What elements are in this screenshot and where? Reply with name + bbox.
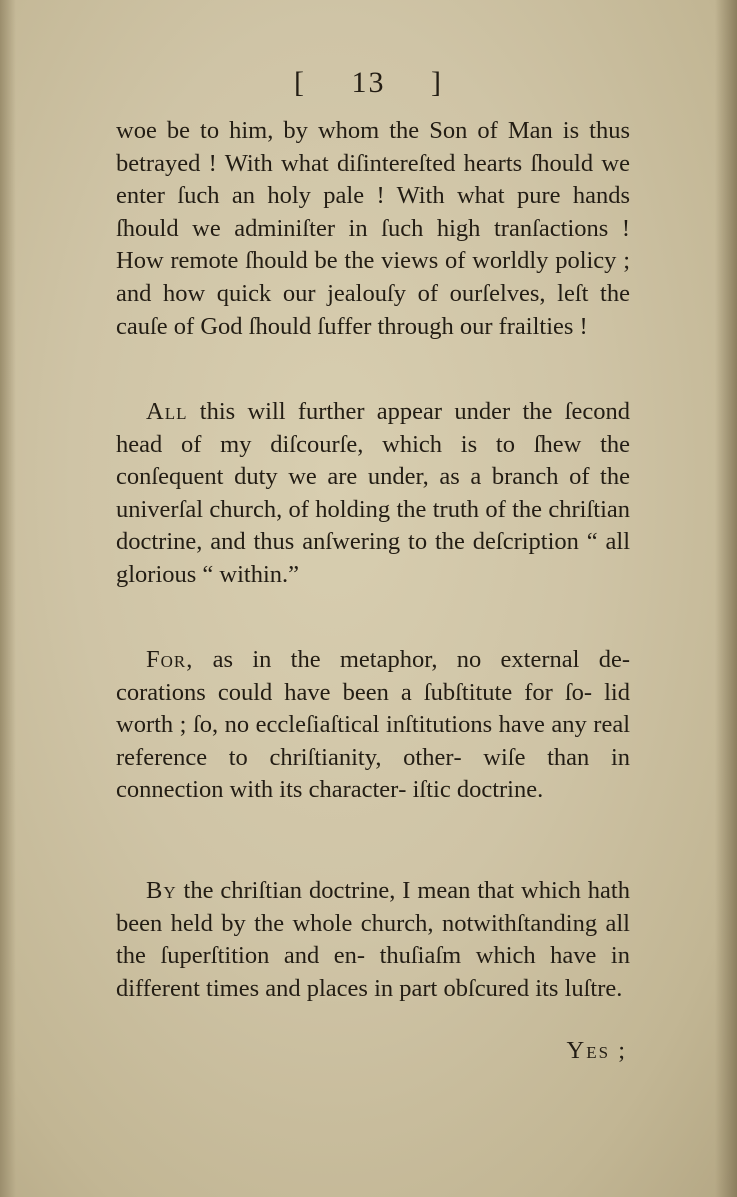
page-header [0, 66, 737, 100]
paragraph-4 [116, 875, 630, 1005]
catchword: Yes ; [566, 1037, 627, 1064]
paragraph-1 [116, 115, 630, 343]
paragraph-2-text: this will further appear under the ſecond head of my diſcourſe, which is to ſhew the conſequent duty we are under, as a branch of the univerſal church, of holding the truth of the chriſtian doctrine, and thus anſwering to the deſcription “ all glorious “ within.” [116, 398, 630, 588]
page-number: 13 [351, 66, 386, 99]
header-open-bracket: [ [294, 66, 306, 99]
paragraph-2 [116, 396, 630, 592]
header-close-bracket: ] [431, 66, 443, 99]
paragraph-2-lead: All [146, 398, 188, 425]
paragraph-1-text: woe be to him, by whom the Son of Man is thus betrayed ! With what diſintereſted hearts ſhould we enter ſuch an holy pale ! With what pure hands ſhould we adminiſter in ſuch high tranſactions ! How remote ſhould be the views of worldly policy ; and how quick our jealouſy of ourſelves, leſt the cauſe of God ſhould ſuffer through our frailties ! [116, 117, 630, 340]
paragraph-3-lead: For, [146, 646, 194, 673]
paragraph-3 [116, 644, 630, 807]
page-left-edge-shadow [0, 0, 16, 1197]
paragraph-4-lead: By [146, 877, 177, 904]
paragraph-4-text: the chriſtian doctrine, I mean that which hath been held by the whole church, notwithſtanding all the ſuperſtition and en‐ thuſiaſm which have in different times and places in part obſcured its luſtre. [116, 877, 630, 1002]
page-right-edge-shadow [715, 0, 737, 1197]
paragraph-3-text: as in the metaphor, no external de‐ corations could have been a ſubſtitute for ſo‐ lid worth ; ſo, no eccleſiaſtical inſtitutions have any real reference to chriſtianity, other‐ wiſe than in connection with its character‐ iſtic doctrine. [116, 646, 630, 804]
